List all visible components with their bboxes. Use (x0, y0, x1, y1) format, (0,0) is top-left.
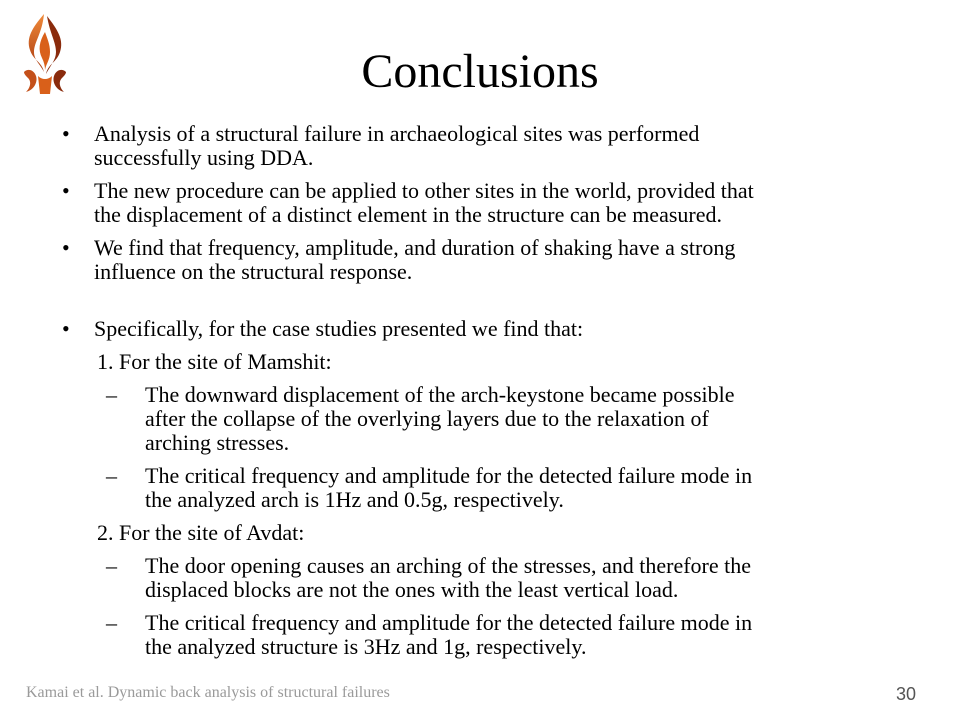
sub-item (52, 383, 912, 455)
bullet-item (52, 122, 912, 170)
bullet-line: The new procedure can be applied to other sites in the world, provided that (94, 178, 754, 203)
dash-mark: – (106, 463, 117, 488)
sub-line: The door opening causes an arching of the stresses, and therefore the (145, 553, 751, 578)
sub-item (52, 464, 912, 512)
sub-line: The critical frequency and amplitude for the detected failure mode in (145, 610, 753, 635)
bullet-item (52, 236, 912, 284)
bullet-line: the displacement of a distinct element in the structure can be measured. (94, 202, 722, 227)
sub-line: arching stresses. (145, 430, 290, 455)
sub-item (52, 611, 912, 659)
site-heading-avdat: 2. For the site of Avdat: (97, 520, 305, 545)
slide-content (52, 122, 912, 659)
sub-line: after the collapse of the overlying layers due to the relaxation of (145, 406, 709, 431)
bullet-line: We find that frequency, amplitude, and duration of shaking have a strong (94, 235, 736, 260)
bullet-line: Specifically, for the case studies presented we find that: (94, 316, 584, 341)
bullet-line: successfully using DDA. (94, 145, 314, 170)
bullet-line: influence on the structural response. (94, 259, 413, 284)
footer-citation: Kamai et al. Dynamic back analysis of structural failures (26, 684, 390, 701)
bullet-mark: • (62, 121, 70, 146)
sub-line: The critical frequency and amplitude for the detected failure mode in (145, 463, 753, 488)
dash-mark: – (106, 610, 117, 635)
dash-mark: – (106, 553, 117, 578)
site-heading-mamshit: 1. For the site of Mamshit: (97, 349, 332, 374)
bullet-mark: • (62, 178, 70, 203)
sub-line: The downward displacement of the arch-keystone became possible (145, 382, 735, 407)
dash-mark: – (106, 382, 117, 407)
sub-line: the analyzed arch is 1Hz and 0.5g, respectively. (145, 487, 564, 512)
bullet-mark: • (62, 235, 70, 260)
sub-line: the analyzed structure is 3Hz and 1g, respectively. (145, 634, 587, 659)
slide-title: Conclusions (361, 45, 599, 98)
bullet-line: Analysis of a structural failure in archaeological sites was performed (94, 121, 700, 146)
bullet-item (52, 317, 912, 341)
slide-number: 30 (896, 684, 917, 704)
bullet-mark: • (62, 316, 70, 341)
bullet-item (52, 179, 912, 227)
sub-line: displaced blocks are not the ones with the least vertical load. (145, 577, 679, 602)
sub-item (52, 554, 912, 602)
